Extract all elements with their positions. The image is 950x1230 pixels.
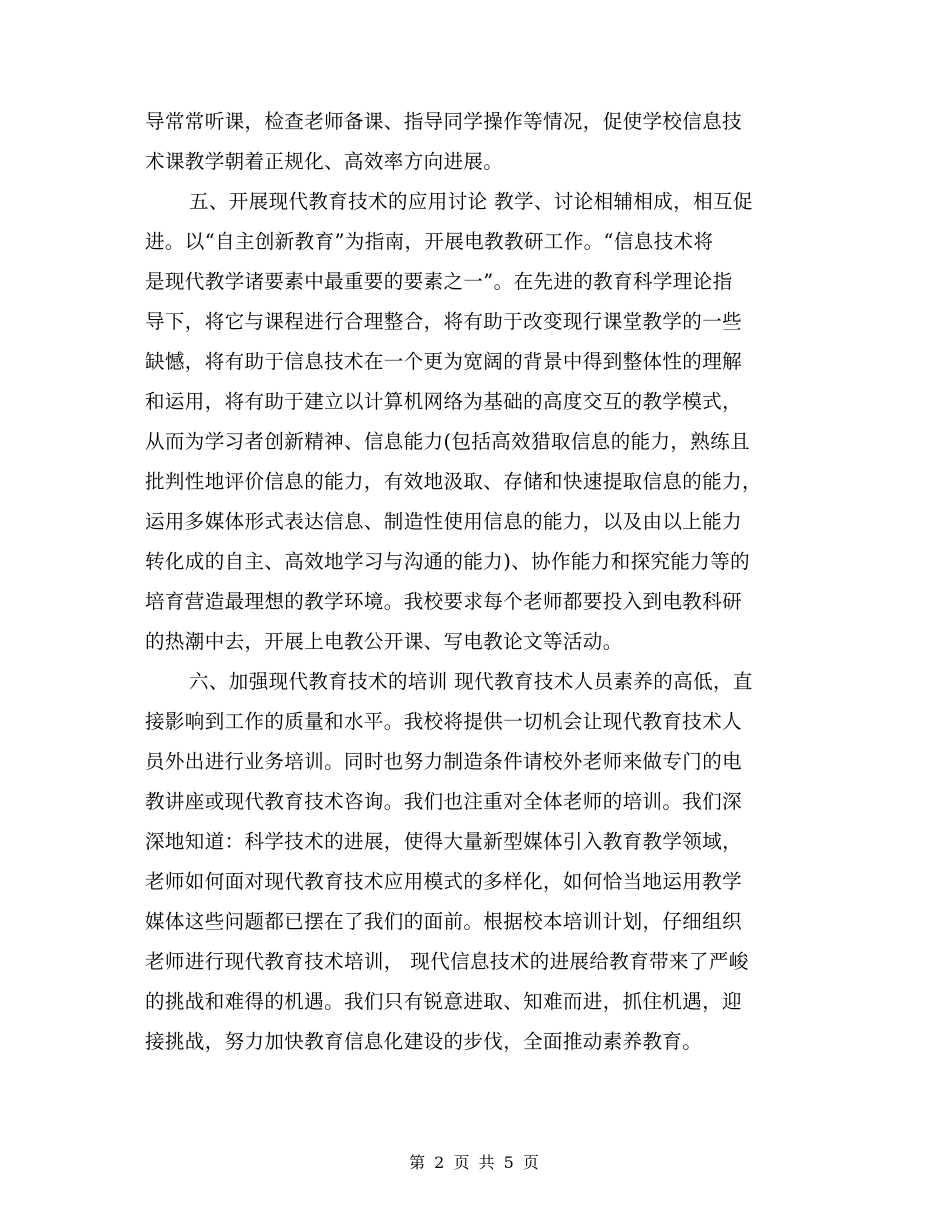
text-line: 老师进行现代教育技术培训， 现代信息技术的进展给教育带来了严峻	[145, 950, 749, 973]
text-line: 导常常听课，检查老师备课、指导同学操作等情况，促使学校信息技	[145, 110, 743, 133]
text-line: 从而为学习者创新精神、信息能力(包括高效猎取信息的能力，熟练且	[145, 430, 751, 453]
text-line: 接挑战，努力加快教育信息化建设的步伐，全面推动素养教育。	[145, 1030, 703, 1053]
text-line: 运用多媒体形式表达信息、制造性使用信息的能力，以及由以上能力	[145, 510, 743, 533]
paragraph-section-five	[145, 182, 810, 662]
text-line: 培育营造最理想的教学环境。我校要求每个老师都要投入到电教科研	[145, 590, 743, 613]
text-line: 是现代教学诸要素中最重要的要素之一”。在先进的教育科学理论指	[145, 270, 733, 293]
text-line: 六、加强现代教育技术的培训 现代教育技术人员素养的高低，直	[189, 670, 753, 693]
text-line: 进。以“自主创新教育”为指南，开展电教教研工作。“信息技术将	[145, 230, 714, 253]
paragraph-continuation	[145, 102, 810, 182]
text-line: 的挑战和难得的机遇。我们只有锐意进取、知难而进，抓住机遇，迎	[145, 990, 743, 1013]
text-line: 接影响到工作的质量和水平。我校将提供一切机会让现代教育技术人	[145, 710, 743, 733]
text-line: 老师如何面对现代教育技术应用模式的多样化，如何恰当地运用教学	[145, 870, 743, 893]
text-line: 转化成的自主、高效地学习与沟通的能力)、协作能力和探究能力等的	[145, 550, 751, 573]
text-line: 教讲座或现代教育技术咨询。我们也注重对全体老师的培训。我们深	[145, 790, 743, 813]
text-line: 员外出进行业务培训。同时也努力制造条件请校外老师来做专门的电	[145, 750, 743, 773]
text-line: 媒体这些问题都已摆在了我们的面前。根据校本培训计划，仔细组织	[145, 910, 743, 933]
text-line: 深地知道：科学技术的进展，使得大量新型媒体引入教育教学领域，	[145, 830, 743, 853]
text-line: 批判性地评价信息的能力，有效地汲取、存储和快速提取信息的能力，	[145, 470, 762, 493]
text-line: 术课教学朝着正规化、高效率方向进展。	[145, 150, 504, 173]
text-line: 导下，将它与课程进行合理整合，将有助于改变现行课堂教学的一些	[145, 310, 743, 333]
paragraph-section-six	[145, 662, 810, 1062]
text-line: 五、开展现代教育技术的应用讨论 教学、讨论相辅相成，相互促	[189, 190, 753, 213]
text-line: 缺憾，将有助于信息技术在一个更为宽阔的背景中得到整体性的理解	[145, 350, 743, 373]
text-line: 的热潮中去，开展上电教公开课、写电教论文等活动。	[145, 630, 623, 653]
document-body	[145, 102, 810, 1062]
page-number-footer: 第 2 页 共 5 页	[409, 1153, 541, 1172]
text-line: 和运用，将有助于建立以计算机网络为基础的高度交互的教学模式，	[145, 390, 743, 413]
